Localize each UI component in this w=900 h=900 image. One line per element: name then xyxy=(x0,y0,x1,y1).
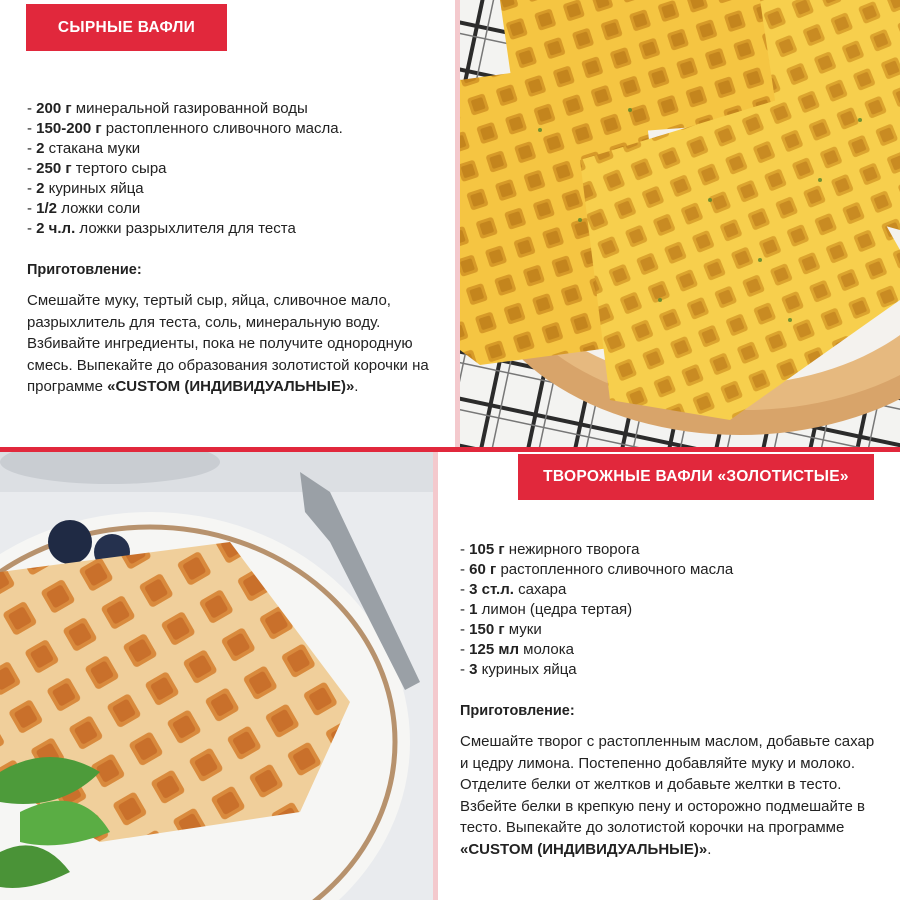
ingredient-item: - 1 лимон (цедра тертая) xyxy=(460,601,633,618)
top-vertical-divider xyxy=(455,0,460,448)
curd-waffles-photo xyxy=(0,452,433,900)
ingredient-item: - 2 стакана муки xyxy=(27,140,141,157)
recipe-1-panel xyxy=(0,0,455,447)
cheese-waffles-photo xyxy=(460,0,900,447)
ingredient-item: - 2 куриных яйца xyxy=(27,180,144,197)
bottom-vertical-divider xyxy=(433,452,438,900)
recipe-2-prep-text: Смешайте творог с растопленным маслом, добавьте сахар и цедру лимона. Постепенно добавляйте муку и молоко. Отделите белки от желтков и добавьте желтки в тесто. Взбейте белки в крепкую пену и осторожно подмешайте в тесто. Выпекайте до золотистой корочки на программе «CUSTOM (ИНДИВИДУАЛЬНЫЕ)». xyxy=(460,733,875,858)
recipe-1-ingredients xyxy=(27,99,343,239)
recipe-1-title: СЫРНЫЕ ВАФЛИ xyxy=(26,4,227,51)
ingredient-item: - 150-200 г растопленного сливочного масла. xyxy=(27,120,343,137)
recipe-1-prep-text: Смешайте муку, тертый сыр, яйца, сливочное мало, разрыхлитель для теста, соль, минеральную воду. Взбивайте ингредиенты, пока не получите однородную смесь. Выпекайте до образования золотистой корочки на программе «CUSTOM (ИНДИВИДУАЛЬНЫЕ)». xyxy=(27,292,429,395)
ingredient-item: - 2 ч.л. ложки разрыхлителя для теста xyxy=(27,220,296,237)
ingredient-item: - 200 г минеральной газированной воды xyxy=(27,100,308,117)
ingredient-item: - 150 г муки xyxy=(460,621,542,638)
ingredient-item: - 105 г нежирного творога xyxy=(460,541,640,558)
recipe-2-title: ТВОРОЖНЫЕ ВАФЛИ «ЗОЛОТИСТЫЕ» xyxy=(518,454,874,500)
recipe-2-prep-heading: Приготовление: xyxy=(460,703,575,719)
ingredient-item: - 60 г растопленного сливочного масла xyxy=(460,561,734,578)
recipe-1-prep-heading: Приготовление: xyxy=(27,262,142,278)
middle-horizontal-divider xyxy=(0,447,900,452)
ingredient-item: - 1/2 ложки соли xyxy=(27,200,141,217)
ingredient-item: - 125 мл молока xyxy=(460,641,574,658)
recipe-2-panel xyxy=(438,452,900,900)
recipe-2-ingredients xyxy=(460,540,733,680)
ingredient-item: - 3 куриных яйца xyxy=(460,661,577,678)
ingredient-item: - 3 ст.л. сахара xyxy=(460,581,567,598)
ingredient-item: - 250 г тертого сыра xyxy=(27,160,167,177)
